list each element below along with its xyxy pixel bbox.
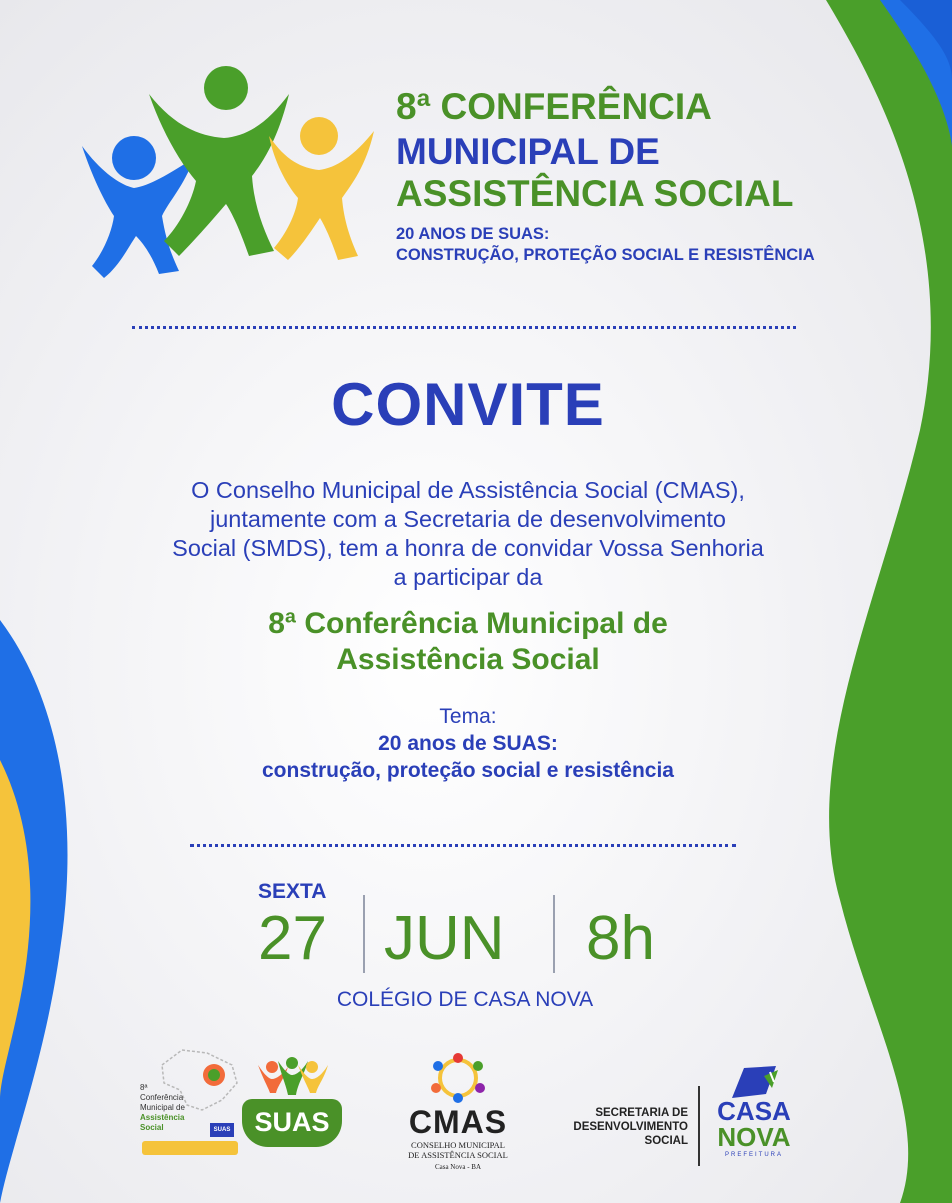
theme-label: Tema: bbox=[439, 705, 497, 728]
event-time: 8h bbox=[586, 904, 655, 973]
suas-small-badge: SUAS bbox=[210, 1123, 234, 1137]
suas-kids-icon bbox=[256, 1055, 328, 1101]
secretaria-separator bbox=[698, 1086, 700, 1166]
conference-line: 8ª Conferência Municipal de bbox=[268, 607, 668, 640]
cmas-people-icon bbox=[424, 1052, 492, 1104]
right-green-wave bbox=[826, 0, 952, 1203]
cmas-city: Casa Nova - BA bbox=[434, 1163, 482, 1171]
casa-wordmark: CASA bbox=[717, 1096, 791, 1126]
invite-body-line: a participar da bbox=[393, 564, 543, 590]
suas-wordmark: SUAS bbox=[242, 1099, 342, 1147]
theme-line: 20 anos de SUAS: bbox=[378, 732, 558, 755]
flag-icon bbox=[726, 1064, 786, 1100]
invite-body-line: O Conselho Municipal de Assistência Social (CMAS), bbox=[191, 477, 745, 503]
event-weekday: SEXTA bbox=[258, 880, 327, 903]
invite-body-line: Social (SMDS), tem a honra de convidar Vossa Senhoria bbox=[172, 535, 764, 561]
cmas-subtitle-line: CONSELHO MUNICIPAL bbox=[411, 1140, 505, 1150]
conf-small-line: Assistência bbox=[140, 1113, 185, 1122]
time-separator bbox=[553, 895, 555, 973]
secretaria-line: DESENVOLVIMENTO bbox=[573, 1121, 688, 1133]
divider-top bbox=[132, 326, 796, 329]
event-day: 27 bbox=[258, 904, 327, 973]
conf-small-text bbox=[140, 1083, 185, 1133]
cmas-subtitle bbox=[388, 1140, 528, 1172]
conf-small-line: 8ª bbox=[140, 1083, 148, 1092]
secretaria-line: SOCIAL bbox=[644, 1135, 688, 1147]
conf-small-line: Social bbox=[140, 1123, 164, 1132]
cmas-wordmark: CMAS bbox=[408, 1104, 508, 1140]
conference-small-logo bbox=[132, 1045, 242, 1165]
header-sub-1: 20 ANOS DE SUAS: bbox=[396, 225, 550, 243]
secretaria-label bbox=[550, 1106, 688, 1148]
conference-name bbox=[0, 606, 936, 678]
suas-logo bbox=[242, 1055, 342, 1155]
header-line-3: ASSISTÊNCIA SOCIAL bbox=[396, 173, 794, 214]
conference-line: Assistência Social bbox=[336, 643, 600, 676]
conf-small-line: Municipal de bbox=[140, 1103, 185, 1112]
event-month: JUN bbox=[384, 904, 505, 973]
header-line-1: 8ª CONFERÊNCIA bbox=[396, 86, 712, 127]
conf-small-line: Conferência bbox=[140, 1093, 184, 1102]
date-separator bbox=[363, 895, 365, 973]
kids-logo-icon bbox=[74, 66, 384, 286]
theme-block bbox=[0, 703, 936, 784]
cmas-subtitle-line: DE ASSISTÊNCIA SOCIAL bbox=[408, 1150, 508, 1160]
theme-line: construção, proteção social e resistência bbox=[261, 759, 674, 782]
nova-wordmark: NOVA bbox=[717, 1122, 791, 1152]
invite-body-line: juntamente com a Secretaria de desenvolvimento bbox=[210, 506, 726, 532]
divider-bottom bbox=[190, 844, 736, 847]
invite-body bbox=[0, 476, 936, 592]
conf-small-banner bbox=[142, 1141, 238, 1155]
secretaria-line: SECRETARIA DE bbox=[595, 1107, 688, 1119]
cmas-logo bbox=[388, 1052, 528, 1172]
header-line-2: MUNICIPAL DE bbox=[396, 131, 660, 172]
header-sub-2: CONSTRUÇÃO, PROTEÇÃO SOCIAL E RESISTÊNCIA bbox=[396, 246, 815, 264]
prefeitura-label: PREFEITURA bbox=[724, 1152, 783, 1158]
casa-nova-logo bbox=[704, 1064, 804, 1164]
event-venue: COLÉGIO DE CASA NOVA bbox=[336, 988, 594, 1011]
invite-title: CONVITE bbox=[331, 371, 605, 438]
